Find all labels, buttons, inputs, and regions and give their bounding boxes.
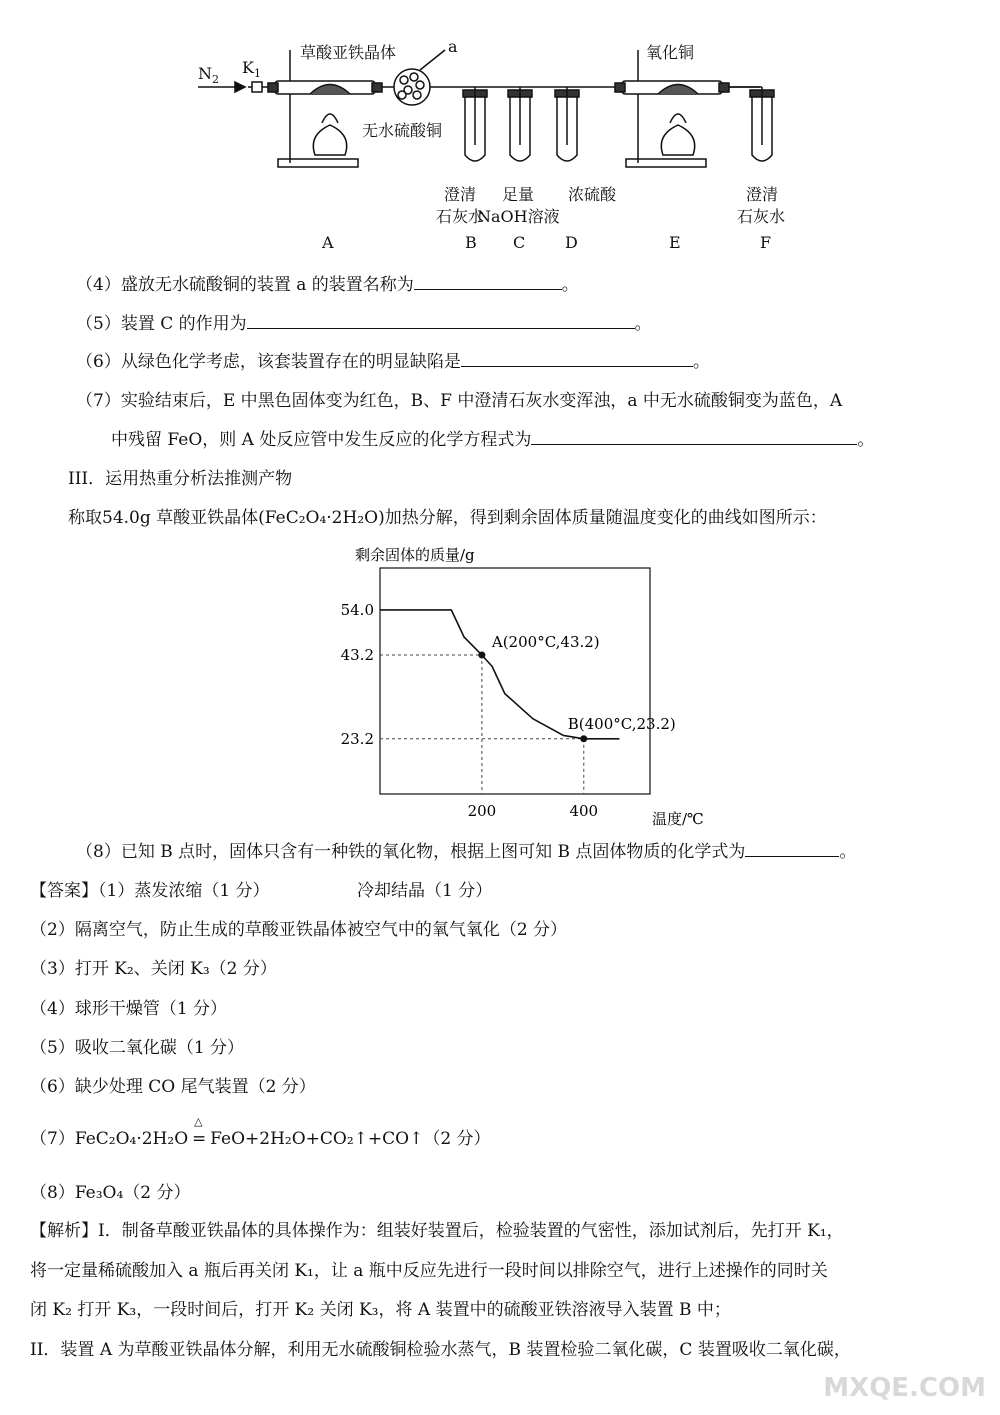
cuso4-label: 无水硫酸铜 [362, 121, 443, 140]
n2-label [198, 64, 219, 86]
answer-5: （5）吸收二氧化碳（1 分） [30, 1038, 245, 1058]
k1-text: K [242, 58, 254, 77]
question-7-line2 [111, 425, 874, 450]
letter-f: F [760, 233, 772, 252]
answer-7-products: FeO+2H₂O+CO₂↑+CO↑（2 分） [210, 1129, 491, 1149]
letter-a: A [322, 233, 334, 252]
k1-label [242, 58, 261, 80]
intro-pre: 称取54.0g 草酸亚铁晶体( [68, 508, 265, 528]
q5-answer-blank[interactable] [247, 310, 635, 329]
q6-answer-blank[interactable] [461, 348, 693, 367]
x-axis-label: 温度/℃ [652, 810, 704, 828]
naoh-2: NaOH溶液 [477, 207, 560, 226]
lime-water-b-2: 石灰水 [436, 207, 485, 226]
q7-text-line2: 中残留 FeO，则 A 处反应管中发生反应的化学方程式为 [111, 430, 532, 450]
question-8 [76, 837, 856, 862]
y-tick-label: 54.0 [340, 600, 374, 619]
q4-end: 。 [561, 275, 579, 295]
chart-frame [380, 568, 650, 794]
data-point-label: A(200°C,43.2) [491, 633, 600, 652]
y-tick-label: 23.2 [340, 729, 374, 748]
q5-text: 装置 C 的作用为 [120, 314, 247, 334]
answer-4: （4）球形干燥管（1 分） [30, 999, 228, 1019]
analysis-line-4: II．装置 A 为草酸亚铁晶体分解，利用无水硫酸铜检验水蒸气，B 装置检验二氧化碳，C 装置吸收二氧化碳， [30, 1340, 851, 1360]
q8-end: 。 [839, 842, 857, 862]
apparatus-drawing [190, 35, 810, 215]
analysis-line-2: 将一定量稀硫酸加入 a 瓶后再关闭 K₁，让 a 瓶中反应先进行一段时间以排除空气，进行上述操作的同时关 [30, 1261, 828, 1281]
intro-post: )加热分解，得到剩余固体质量随温度变化的曲线如图所示： [378, 508, 827, 528]
analysis-line-3: 闭 K₂ 打开 K₃，一段时间后，打开 K₂ 关闭 K₃，将 A 装置中的硫酸亚铁溶液导入装置 B 中； [30, 1300, 731, 1320]
analysis-line-1: 【解析】I．制备草酸亚铁晶体的具体操作为：组装好装置后，检验装置的气密性，添加试剂后，先打开 K₁， [30, 1221, 844, 1241]
answer-7-number: （7） [30, 1129, 75, 1149]
lime-water-f-2: 石灰水 [737, 207, 786, 226]
question-6 [76, 347, 710, 372]
q5-end: 。 [634, 314, 652, 334]
answer-7-condition: △ [194, 1115, 203, 1128]
q7-answer-blank[interactable] [531, 426, 857, 445]
answer-6: （6）缺少处理 CO 尾气装置（2 分） [30, 1077, 316, 1097]
q8-text: 已知 B 点时，固体只含有一种铁的氧化物，根据上图可知 B 点固体物质的化学式为 [120, 842, 746, 862]
lime-water-f-1: 澄清 [746, 185, 779, 204]
q7-text-line1: 实验结束后，E 中黑色固体变为红色，B、F 中澄清石灰水变浑浊，a 中无水硫酸铜变为蓝色，A [120, 391, 843, 411]
q8-number: （8） [76, 842, 121, 862]
question-5 [76, 309, 652, 334]
letter-e: E [669, 233, 681, 252]
naoh-1: 足量 [502, 185, 535, 204]
q8-answer-blank[interactable] [745, 838, 839, 857]
watermark-logo: MXQE.COM [823, 1373, 986, 1403]
cuo-label: 氧化铜 [646, 43, 695, 62]
data-point-label: B(400°C,23.2) [567, 714, 676, 733]
q6-number: （6） [76, 352, 121, 372]
answer-1b: 冷却结晶（1 分） [357, 881, 493, 901]
answer-8: （8）Fe₃O₄（2 分） [30, 1183, 191, 1203]
y-axis-label: 剩余固体的质量/g [355, 546, 475, 564]
q4-number: （4） [76, 275, 121, 295]
answer-3: （3）打开 K₂、关闭 K₃（2 分） [30, 959, 277, 979]
y-tick-label: 43.2 [340, 646, 374, 665]
k1-subscript: 1 [253, 67, 261, 81]
answer-7-reactant: FeC₂O₄·2H₂O [74, 1129, 189, 1149]
answer-title: 【答案】 [30, 881, 98, 901]
data-point [580, 735, 587, 742]
answer-7-heat-arrow: △ = [192, 1115, 207, 1149]
n2-text: N [198, 64, 212, 83]
section-3-heading: III．运用热重分析法推测产物 [68, 469, 293, 489]
q7-number: （7） [76, 391, 121, 411]
letter-d: D [565, 233, 578, 252]
letter-c: C [513, 233, 526, 252]
letter-b: B [465, 233, 477, 252]
q4-text: 盛放无水硫酸铜的装置 a 的装置名称为 [120, 275, 414, 295]
answer-2: （2）隔离空气，防止生成的草酸亚铁晶体被空气中的氧气氧化（2 分） [30, 920, 568, 940]
q5-number: （5） [76, 314, 121, 334]
q6-text: 从绿色化学考虑，该套装置存在的明显缺陷是 [120, 352, 461, 372]
n2-subscript: 2 [212, 73, 219, 87]
q6-end: 。 [692, 352, 710, 372]
answer-1a: （1）蒸发浓缩（1 分） [98, 881, 270, 901]
crystal-label: 草酸亚铁晶体 [300, 43, 397, 62]
q4-answer-blank[interactable] [414, 271, 562, 290]
answer-7 [30, 1115, 491, 1149]
intro-formula: FeC₂O₄·2H₂O [264, 508, 379, 528]
x-tick-label: 400 [569, 802, 599, 820]
answer-line-1 [30, 876, 270, 901]
q7-end: 。 [857, 430, 875, 450]
h2so4-label: 浓硫酸 [568, 185, 617, 204]
thermogravimetric-chart [290, 540, 704, 830]
dryer-a-label: a [448, 37, 458, 56]
section-3-intro [68, 503, 827, 528]
question-4 [76, 270, 579, 295]
question-7-line1 [76, 386, 842, 411]
x-tick-label: 200 [467, 802, 497, 820]
lime-water-b-1: 澄清 [444, 185, 477, 204]
data-point [478, 652, 485, 659]
